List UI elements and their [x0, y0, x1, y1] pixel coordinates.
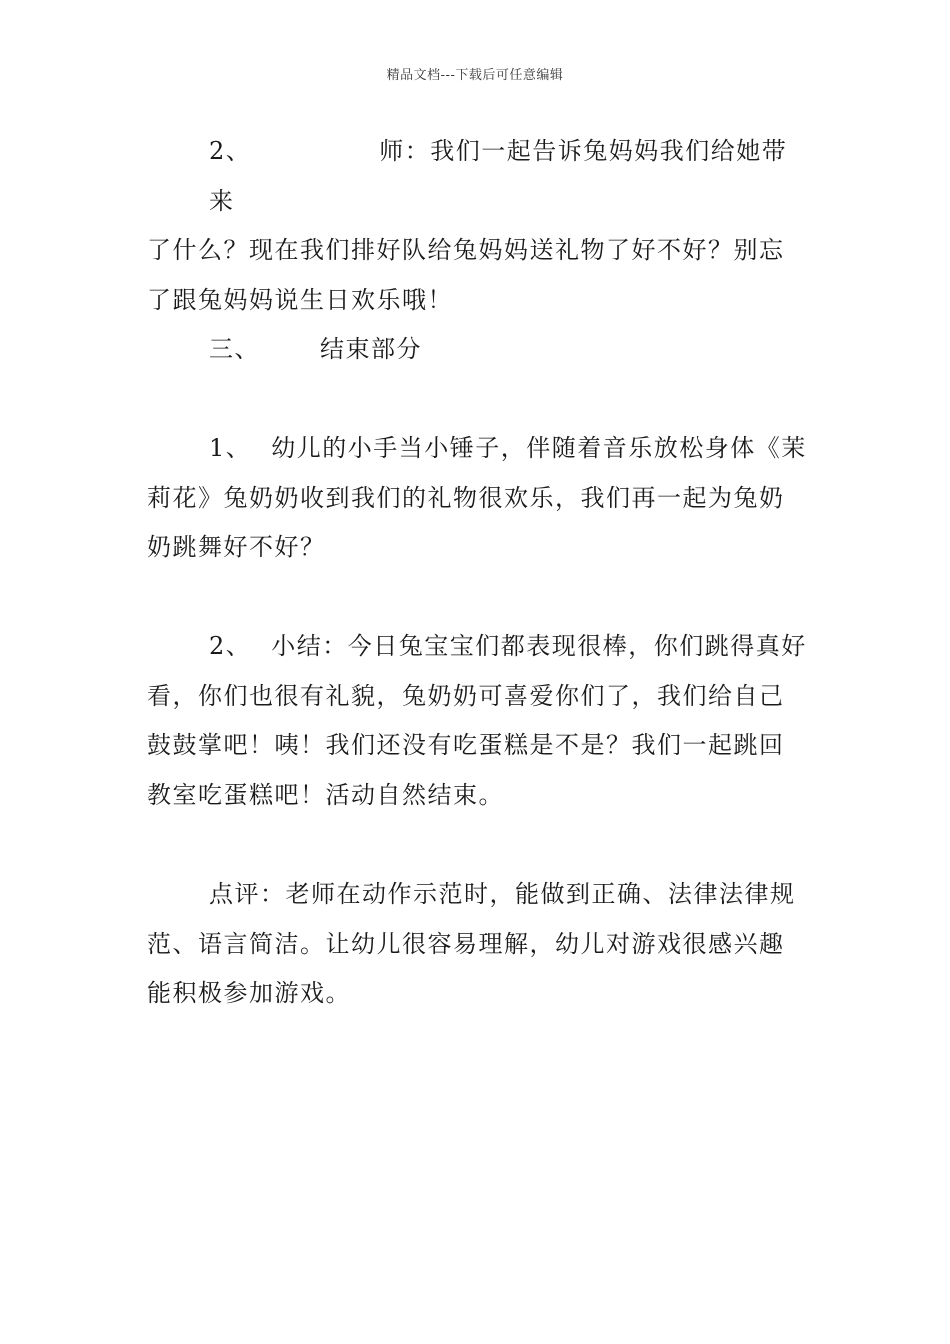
paragraph-line: 师：我们一起告诉兔妈妈我们给她带来	[209, 137, 788, 215]
paragraph-line: 点评：老师在动作示范时，能做到正确、法律法律规	[209, 880, 796, 908]
paragraph-line: 了什么？现在我们排好队给兔妈妈送礼物了好不好？别忘	[147, 236, 785, 264]
item-number: 2、	[209, 137, 252, 165]
paragraph-line: 幼儿的小手当小锤子，伴随着音乐放松身体《茉	[271, 434, 807, 462]
paragraph-review	[147, 870, 807, 1019]
paragraph-teacher-gift	[147, 127, 807, 325]
section-number: 三、	[209, 335, 260, 363]
paragraph-line: 小结：今日兔宝宝们都表现很棒，你们跳得真好	[271, 632, 807, 660]
paragraph-line: 教室吃蛋糕吧！活动自然结束。	[147, 780, 504, 809]
paragraph-summary	[147, 622, 807, 820]
section-title: 结束部分	[320, 335, 422, 363]
paragraph-line: 莉花》兔奶奶收到我们的礼物很欢乐，我们再一起为兔奶	[147, 483, 785, 512]
item-number: 2、	[209, 632, 252, 660]
paragraph-line: 鼓鼓掌吧！咦！我们还没有吃蛋糕是不是？我们一起跳回	[147, 731, 785, 759]
item-number: 1、	[209, 434, 252, 462]
paragraph-line: 了跟兔妈妈说生日欢乐哦！	[147, 285, 453, 314]
paragraph-line: 能积极参加游戏。	[147, 979, 351, 1007]
paragraph-line: 奶跳舞好不好？	[147, 533, 326, 561]
section-heading	[147, 325, 807, 375]
page-header: 精品文档---下载后可任意编辑	[386, 68, 564, 83]
paragraph-relax	[147, 424, 807, 573]
paragraph-line: 看，你们也很有礼貌，兔奶奶可喜爱你们了，我们给自己	[147, 681, 785, 710]
paragraph-line: 范、语言简洁。让幼儿很容易理解，幼儿对游戏很感兴趣	[147, 929, 785, 958]
